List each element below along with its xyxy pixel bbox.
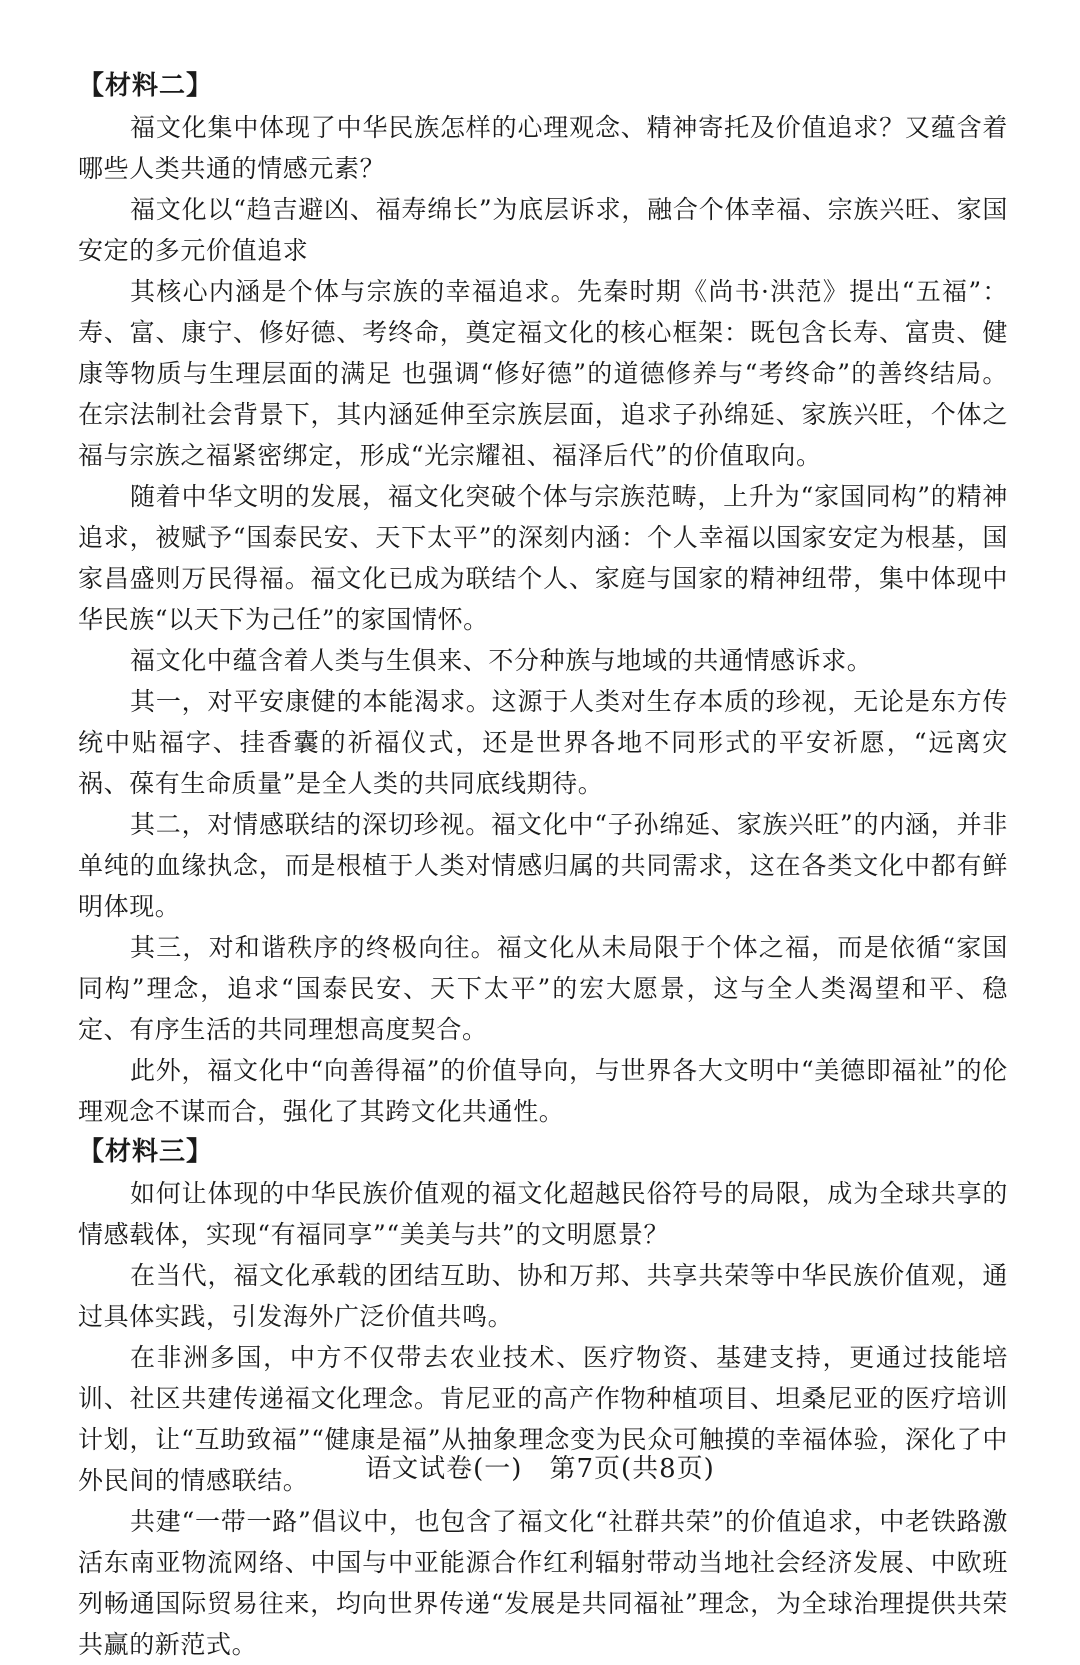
paragraph: 此外，福文化中“向善得福”的价值导向，与世界各大文明中“美德即福祉”的伦理观念不谋而合，强化了其跨文化共通性。 [78, 1056, 1008, 1126]
paragraph: 福文化中蕴含着人类与生俱来、不分种族与地域的共通情感诉求。 [130, 646, 873, 675]
section-heading: 【材料三】 [78, 1137, 214, 1167]
section-heading: 【材料二】 [78, 71, 214, 101]
section-material-three [78, 1132, 1008, 1665]
paragraph: 其核心内涵是个体与宗族的幸福追求。先秦时期《尚书·洪范》提出“五福”：寿、富、康宁、修好德、考终命，奠定福文化的核心框架：既包含长寿、富贵、健康等物质与生理层面的满足 也强调“修好德”的道德修养与“考终命”的善终结局。在宗法制社会背景下，其内涵延伸至宗族层面，追求子孙绵延、家族兴旺，个体之福与宗族之福紧密绑定，形成“光宗耀祖、福泽后代”的价值取向。 [78, 277, 1008, 470]
paragraph: 福文化以“趋吉避凶、福寿绵长”为底层诉求，融合个体幸福、宗族兴旺、家国安定的多元价值追求 [78, 195, 1008, 265]
paragraph: 随着中华文明的发展，福文化突破个体与宗族范畴，上升为“家国同构”的精神追求，被赋予“国泰民安、天下太平”的深刻内涵：个人幸福以国家安定为根基，国家昌盛则万民得福。福文化已成为联结个人、家庭与国家的精神纽带，集中体现中华民族“以天下为己任”的家国情怀。 [78, 482, 1008, 634]
paragraph: 在当代，福文化承载的团结互助、协和万邦、共享共荣等中华民族价值观，通过具体实践，引发海外广泛价值共鸣。 [78, 1261, 1008, 1331]
paragraph: 在非洲多国，中方不仅带去农业技术、医疗物资、基建支持，更通过技能培训、社区共建传递福文化理念。肯尼亚的高产作物种植项目、坦桑尼亚的医疗培训计划，让“互助致福”“健康是福”从抽象理念变为民众可触摸的幸福体验，深化了中外民间的情感联结。 [78, 1343, 1008, 1495]
paragraph: 共建“一带一路”倡议中，也包含了福文化“社群共荣”的价值追求，中老铁路激活东南亚物流网络、中国与中亚能源合作红利辐射带动当地社会经济发展、中欧班列畅通国际贸易往来，均向世界传递“发展是共同福祉”理念，为全球治理提供共荣共赢的新范式。 [78, 1507, 1008, 1659]
paragraph: 其三，对和谐秩序的终极向往。福文化从未局限于个体之福，而是依循“家国同构”理念，追求“国泰民安、天下太平”的宏大愿景，这与全人类渴望和平、稳定、有序生活的共同理想高度契合。 [78, 933, 1008, 1044]
paragraph: 其二，对情感联结的深切珍视。福文化中“子孙绵延、家族兴旺”的内涵，并非单纯的血缘执念，而是根植于人类对情感归属的共同需求，这在各类文化中都有鲜明体现。 [78, 810, 1008, 921]
page-footer: 语文试卷(一) 第7页(共8页) [365, 1454, 715, 1484]
paragraph: 其一，对平安康健的本能渴求。这源于人类对生存本质的珍视，无论是东方传统中贴福字、挂香囊的祈福仪式，还是世界各地不同形式的平安祈愿，“远离灾祸、葆有生命质量”是全人类的共同底线期待。 [78, 687, 1008, 798]
section-material-two [78, 66, 1008, 1132]
paragraph: 福文化集中体现了中华民族怎样的心理观念、精神寄托及价值追求？又蕴含着哪些人类共通的情感元素？ [78, 113, 1008, 183]
paragraph: 如何让体现的中华民族价值观的福文化超越民俗符号的局限，成为全球共享的情感载体，实现“有福同享”“美美与共”的文明愿景？ [78, 1179, 1008, 1249]
document-body [78, 66, 1008, 1665]
